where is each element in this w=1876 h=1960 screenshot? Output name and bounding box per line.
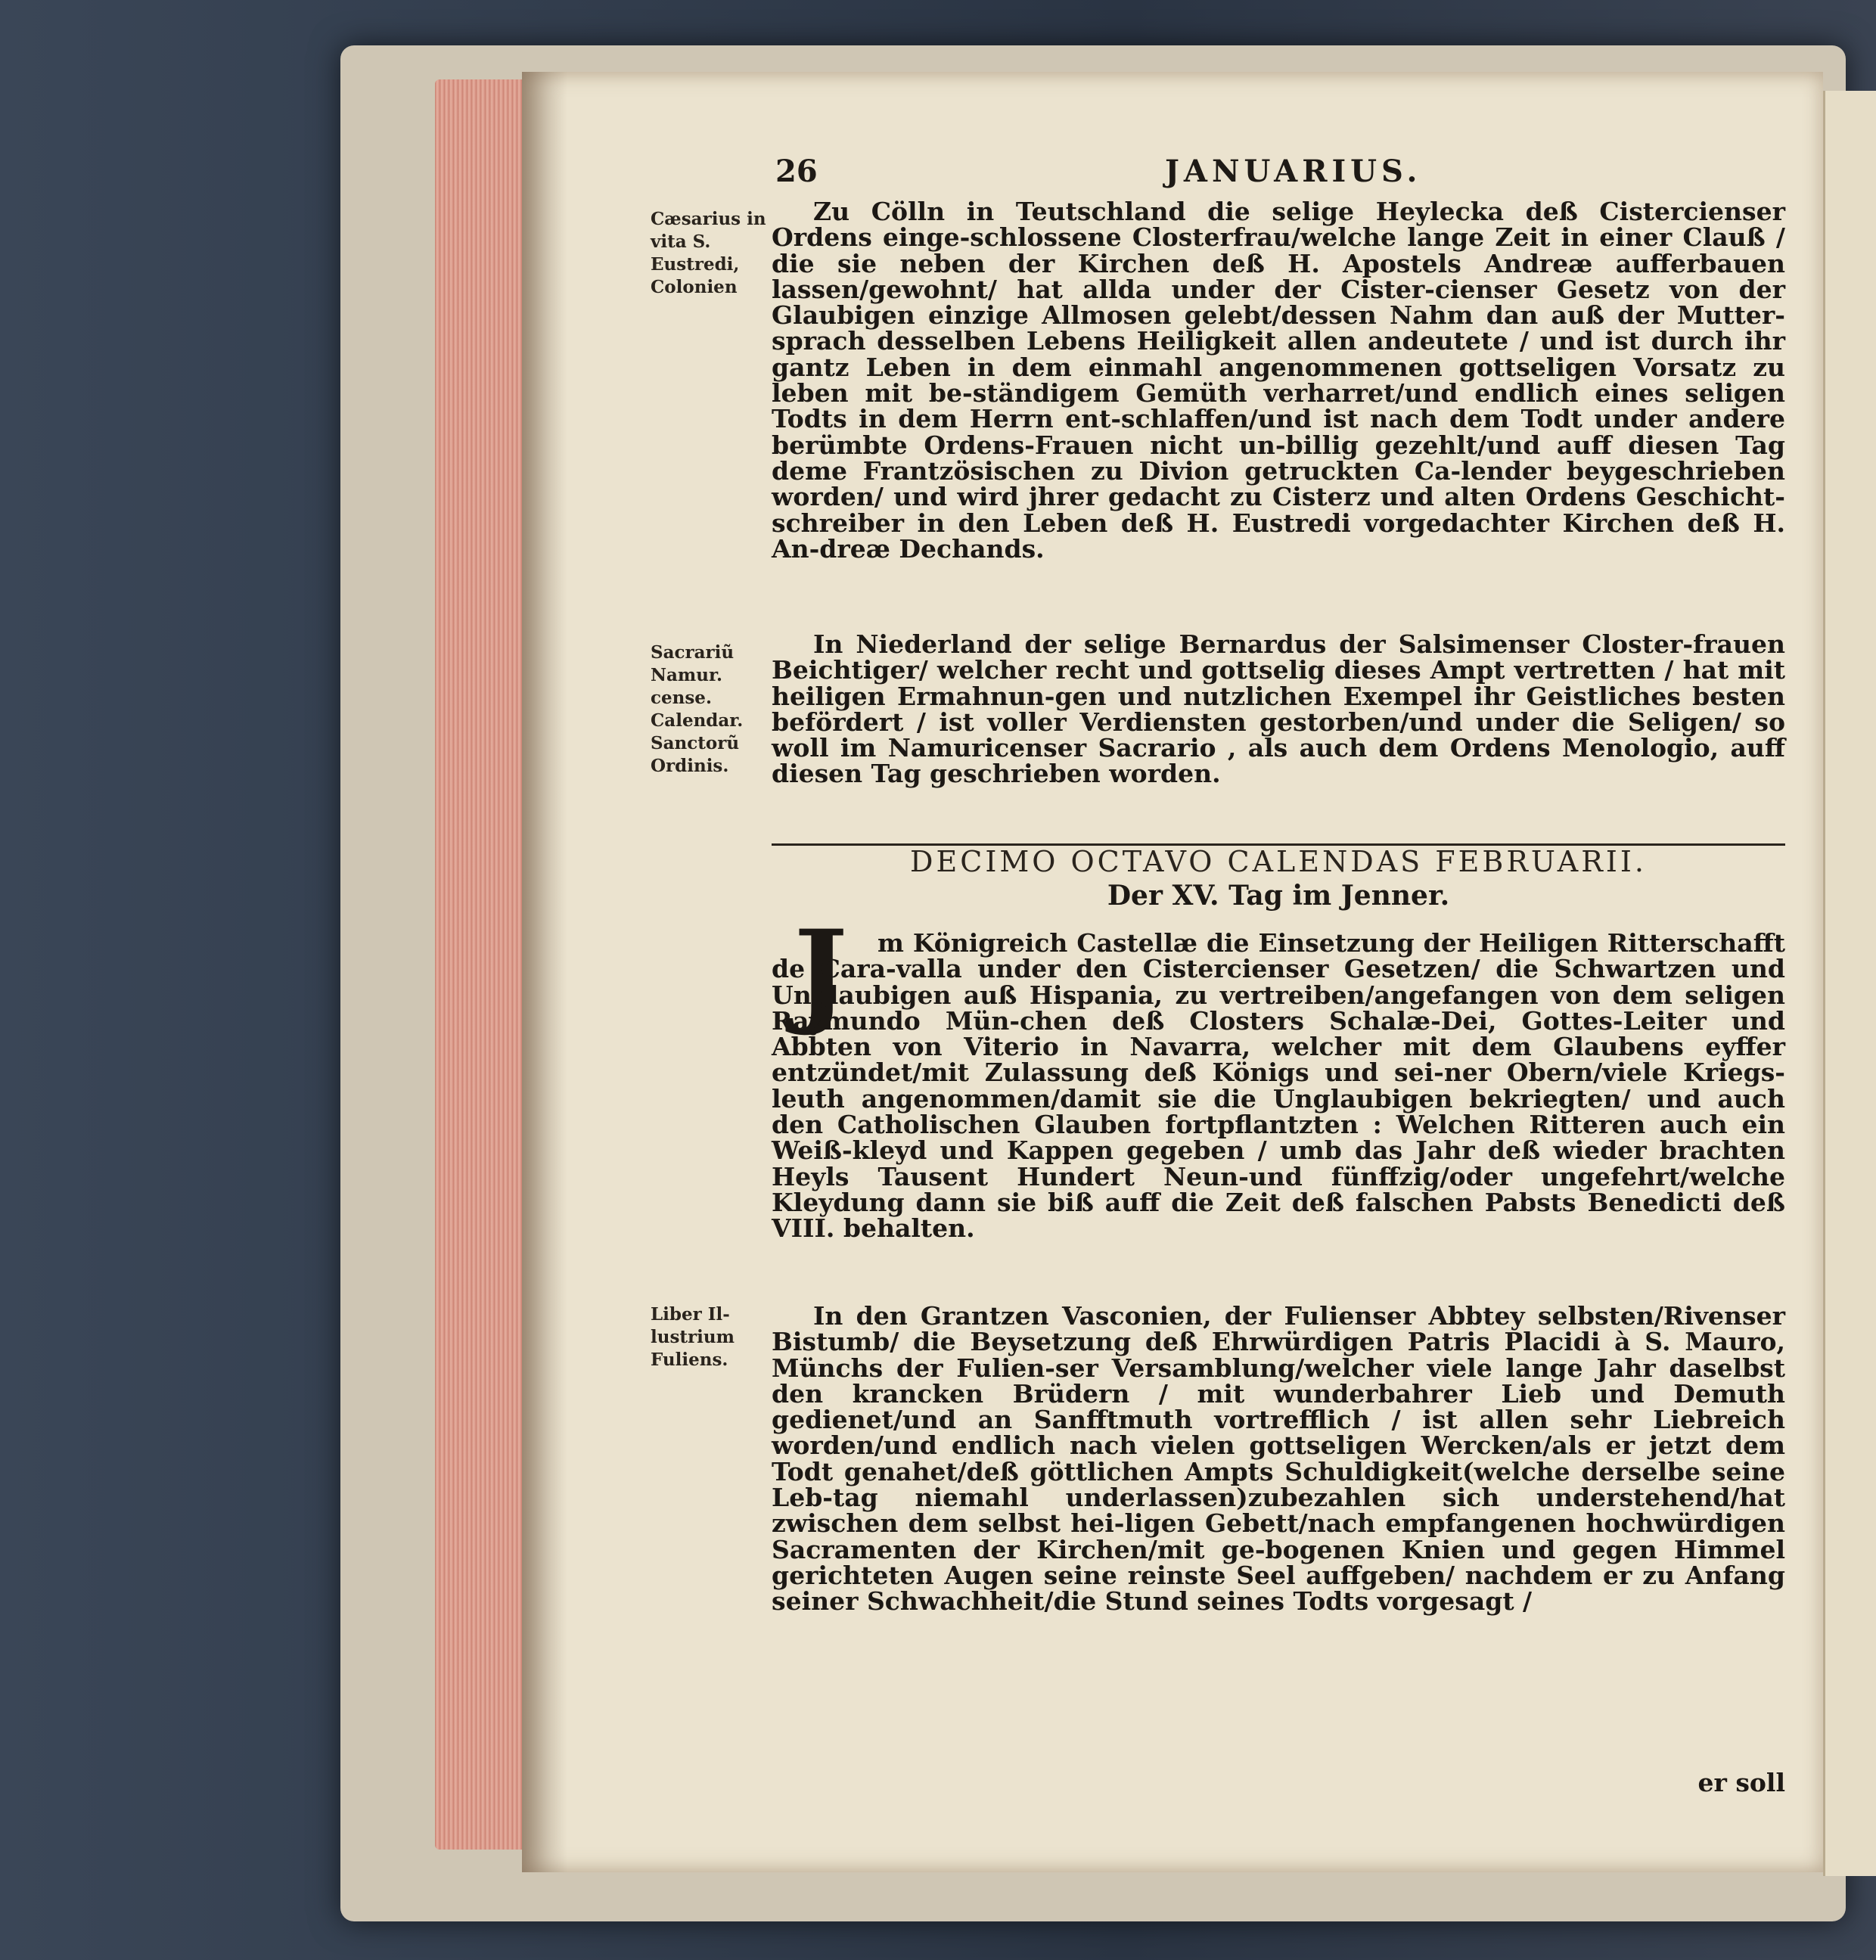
decorated-initial: J bbox=[794, 905, 848, 1039]
facing-page-edge bbox=[1823, 91, 1876, 1876]
paragraph-vasconien: In den Grantzen Vasconien, der Fulienser Abbtey selbsten/Rivenser Bistumb/ die Beysetzung deß Ehrwürdigen Patris Placidi à S. Mauro, Münchs der Fulien-ser Versamblung/welcher viele lange Jahr daselbst den krancken Brüdern / mit wunderbahrer Lieb und Demuth gedienet/und an Sanfftmuth vortrefflich / ist allen sehr Liebreich worden/und endlich nach vielen gottseligen Wercken/als er jetzt dem Todt genahet/deß göttlichen Ampts Schuldigkeit(welche derselbe seine Leb-tag niemahl underlassen)zubezahlen sich understehend/hat zwischen dem selbst hei-ligen Gebett/nach empfangenen hochwürdigen Sacramenten der Kirchen/mit ge-bogenen Knien und gegen Himmel gerichteten Augen seine reinste Seel auffgeben/ nachdem er zu Anfang seiner Schwachheit/die Stund seines Todts vorgesagt / bbox=[772, 1301, 1785, 1617]
paragraph-netherlands: In Niederland der selige Bernardus der Salsimenser Closter-frauen Beichtiger/ welcher recht und gottselig dieses Ampt vertretten / hat mit heiligen Ermahnun-gen und nutzlichen Exempel ihr Geistliches besten befördert / ist voller Verdiensten gestorben/und under die Seligen/ so woll im Namuricenser Sacrario , als auch dem Ordens Menologio, auff diesen Tag geschrieben worden. bbox=[772, 629, 1785, 789]
page-number: 26 bbox=[775, 154, 818, 189]
section-subtitle: Der XV. Tag im Jenner. bbox=[1107, 880, 1450, 912]
book-page bbox=[522, 72, 1823, 1872]
running-title: JANUARIUS. bbox=[1165, 154, 1422, 189]
section-title: DECIMO OCTAVO CALENDAS FEBRUARII. bbox=[910, 845, 1647, 878]
page-edges bbox=[435, 79, 526, 1850]
page-content bbox=[522, 72, 1823, 1872]
page-header bbox=[522, 154, 1823, 199]
margin-note-2: Sacrariũ Namur. cense. Calendar. Sanctorũ Ordinis. bbox=[651, 642, 744, 776]
paragraph-cologne: Zu Cölln in Teutschland die selige Heylecka deß Cistercienser Ordens einge-schlossene Closterfrau/welche lange Zeit in einer Clauß / die sie neben der Kirchen deß H. Apostels Andreæ aufferbauen lassen/gewohnt/ hat allda under der Cister-cienser Gesetz von der Glaubigen einzige Allmosen gelebt/dessen Nahm dan auß der Mutter-sprach desselben Lebens Heiligkeit allen andeutete / und ist durch ihr gantz Leben in dem einmahl angenommenen gottseligen Vorsatz zu leben mit be-ständigem Gemüth verharret/und endlich eines seligen Todts in dem Herrn ent-schlaffen/und ist nach dem Todt under andere berümbte Ordens-Frauen nicht un-billig gezehlt/und auff diesen Tag deme Frantzösischen zu Divion getruckten Ca-lender beygeschrieben worden/ und wird jhrer gedacht zu Cisterz und alten Ordens Geschicht-schreiber in den Leben deß H. Eustredi vorgedachter Kirchen deß H. An-dreæ Dechands. bbox=[772, 197, 1785, 564]
margin-note-3: Liber Il-lustrium Fuliens. bbox=[651, 1304, 735, 1370]
margin-note-1: Cæsarius in vita S. Eustredi, Colonien bbox=[651, 209, 766, 297]
paragraph-castile: m Königreich Castellæ die Einsetzung der Heiligen Ritterschafft de Cara-valla under den Cistercienser Gesetzen/ die Schwartzen und Unglaubigen auß Hispania, zu vertreiben/angefangen von dem seligen Raymundo Mün-chen deß Closters Schalæ-Dei, Gottes-Leiter und Abbten von Viterio in Navarra, welcher mit dem Glaubens eyffer entzündet/mit Zulassung deß Königs und sei-ner Obern/viele Kriegs-leuth angenommen/damit sie die Unglaubigen bekriegten/ und auch den Catholischen Glauben fortpflantzten : Welchen Ritteren auch ein Weiß-kleyd und Kappen gegeben / umb das Jahr deß wieder brachten Heyls Tausent Hundert Neun-und fünffzig/oder ungefehrt/welche Kleydung dann sie biß auff die Zeit deß falschen Pabsts Benedicti deß VIII. behalten. bbox=[772, 928, 1785, 1244]
catchword: er soll bbox=[1697, 1768, 1785, 1797]
